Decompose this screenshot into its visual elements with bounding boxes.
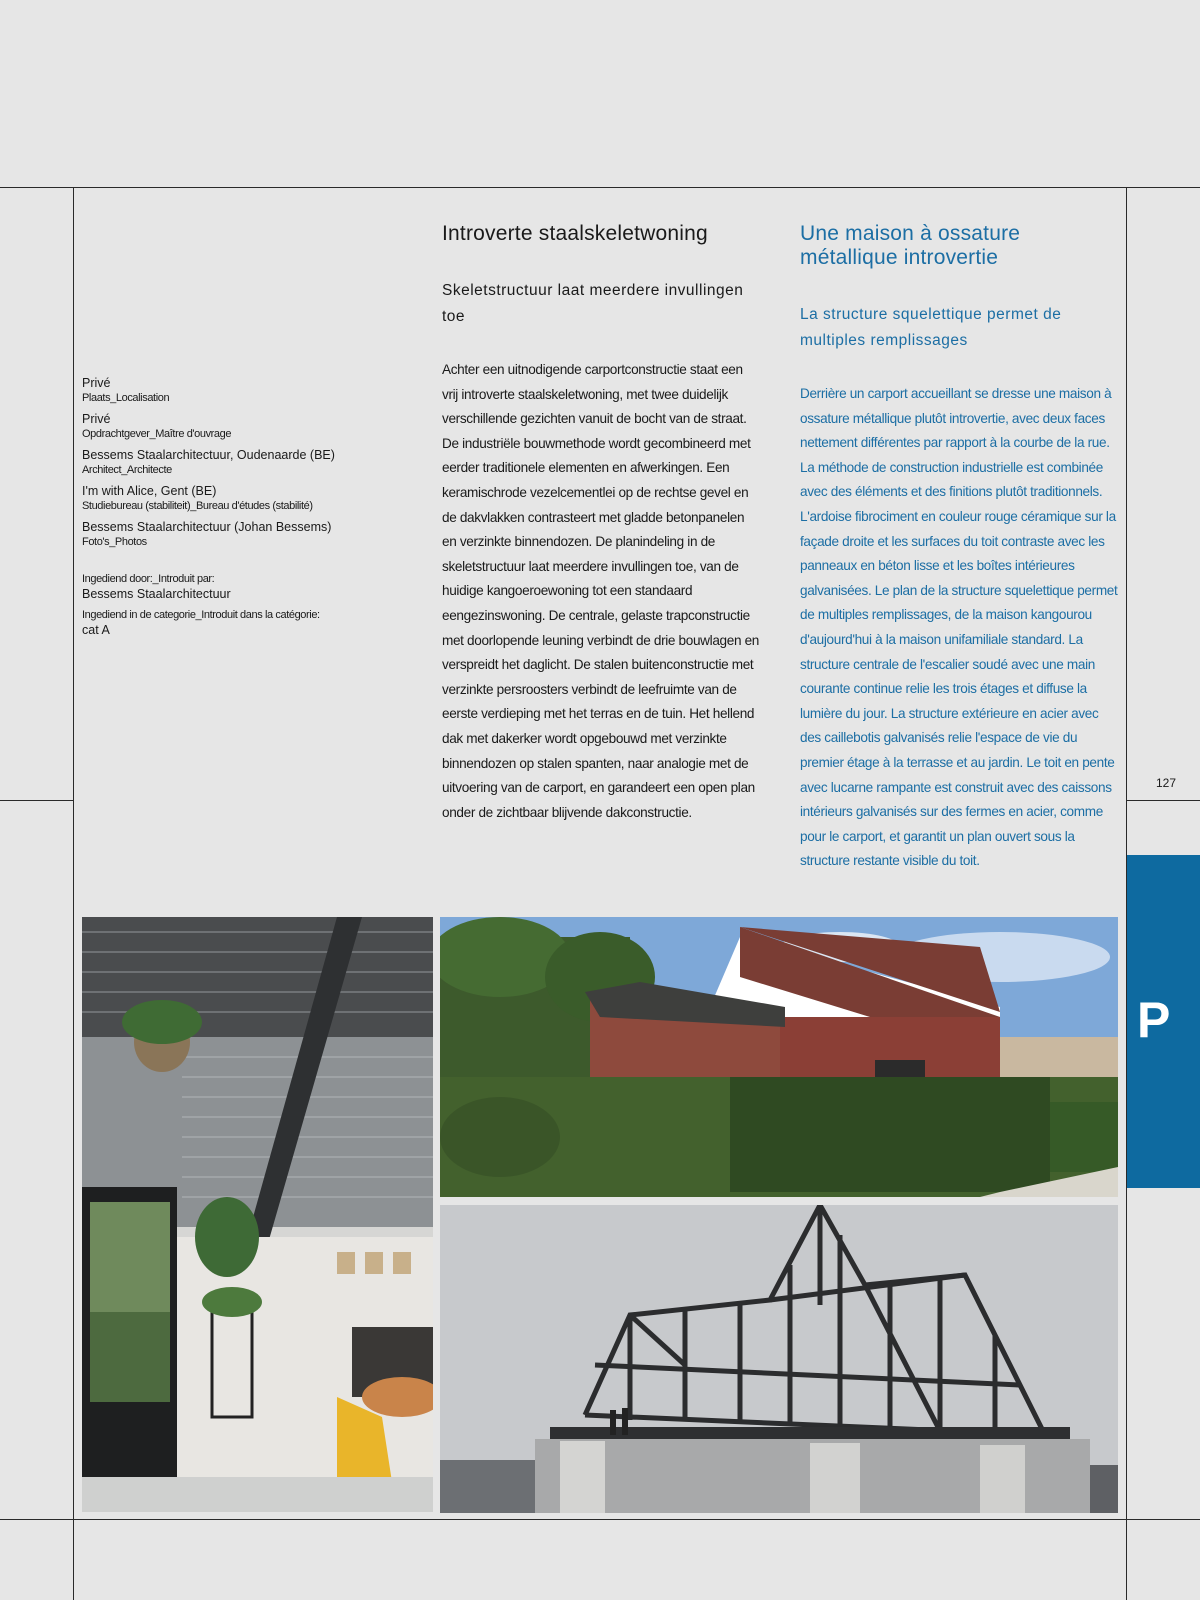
project-credits [82, 376, 402, 644]
submitted-label: Ingediend door:_Introduit par: [82, 573, 215, 585]
location-value: Privé [82, 376, 111, 390]
french-subtitle: La structure squelettique permet de multiples remplissages [800, 306, 1062, 349]
dutch-column [442, 222, 760, 825]
engineer-value: I'm with Alice, Gent (BE) [82, 484, 217, 498]
left-margin-rule [73, 187, 74, 1600]
interior-photo [82, 917, 433, 1512]
bottom-rule [0, 1519, 1200, 1520]
french-title: Une maison à ossature métallique introvertie [800, 222, 1021, 269]
engineer-label: Studiebureau (stabiliteit)_Bureau d'études (stabilité) [82, 500, 313, 512]
section-tab [1127, 855, 1200, 1188]
submitted-value: Bessems Staalarchitectuur [82, 587, 231, 601]
category-value: cat A [82, 623, 110, 637]
french-column [800, 222, 1118, 874]
section-letter: P [1137, 992, 1171, 1048]
photos-label: Foto's_Photos [82, 536, 147, 548]
left-mid-rule [0, 800, 73, 801]
photos-value: Bessems Staalarchitectuur (Johan Bessems) [82, 520, 332, 534]
location-label: Plaats_Localisation [82, 392, 170, 404]
house-exterior-photo [440, 917, 1118, 1197]
dutch-title: Introverte staalskeletwoning [442, 222, 708, 245]
client-value: Privé [82, 412, 111, 426]
dutch-body: Achter een uitnodigende carportconstructie staat een vrij introverte staalskeletwoning, met twee duidelijk verschillende gezichten vanuit de bocht van de straat. De industriële bouwmethode wordt gecombineerd met eerder traditionele elementen en afwerkingen. Een keramischrode vezelcementlei op de rechtse gevel en de dakvlakken contrasteert met gladde betonpanelen en verzinkte binnendozen. De planindeling in de skeletstructuur laat meerdere invullingen toe, van de huidige kangoeroewoning tot een standaard eengezinswoning. De centrale, gelaste trapconstructie met doorlopende leuning verbindt de drie bouwlagen en verspreidt het daglicht. De stalen buitenconstructie met verzinkte persroosters verbindt de leefruimte van de eerste verdieping met het terras en de tuin. Het hellend dak met dakerker wordt opgebouwd met verzinkte binnendozen op stalen spanten, naar analogie met de uitvoering van de carport, en garandeert een open plan onder de zichtbaar blijvende dakconstructie. [442, 362, 760, 820]
steel-skeleton-photo [440, 1205, 1118, 1513]
right-mid-rule [1126, 800, 1200, 801]
top-rule [0, 187, 1200, 188]
architect-value: Bessems Staalarchitectuur, Oudenaarde (BE) [82, 448, 335, 462]
page-number: 127 [1156, 776, 1177, 790]
architect-label: Architect_Architecte [82, 464, 172, 476]
client-label: Opdrachtgever_Maître d'ouvrage [82, 428, 232, 440]
dutch-subtitle: Skeletstructuur laat meerdere invullingen toe [442, 282, 744, 325]
french-body: Derrière un carport accueillant se dresse une maison à ossature métallique plutôt introvertie, avec deux faces nettement différentes par rapport à la courbe de la rue. La méthode de construction industrielle est combinée avec des éléments et des finitions plutôt traditionnels. L'ardoise fibrociment en couleur rouge céramique sur la façade droite et les surfaces du toit contraste avec les panneaux en béton lisse et les boîtes intérieures galvanisées. Le plan de la structure squelettique permet de multiples remplissages, de la maison kangourou d'aujourd'hui à la maison unifamiliale standard. La structure centrale de l'escalier soudé avec une main courante continue relie les trois étages et diffuse la lumière du jour. La structure extérieure en acier avec des caillebotis galvanisés relie l'espace de vie du premier étage à la terrasse et au jardin. Le toit en pente avec lucarne rampante est construit avec des caissons intérieurs galvanisés sur des fermes en acier, comme pour le carport, et garantit un plan ouvert sous la structure restante visible du toit. [800, 386, 1118, 869]
category-label: Ingediend in de categorie_Introduit dans la catégorie: [82, 609, 320, 621]
